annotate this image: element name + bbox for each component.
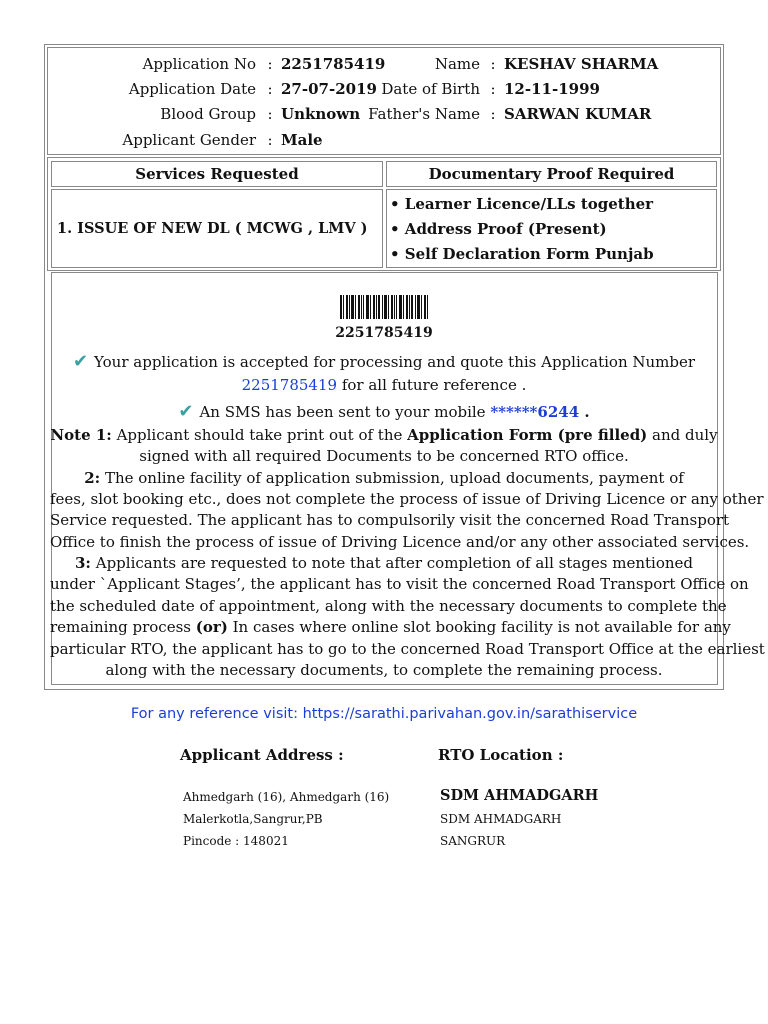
accepted-line-2 (50, 376, 718, 394)
sms-line (50, 401, 718, 422)
colon: : (490, 55, 496, 73)
note-3-line-3: the scheduled date of appointment, along with the necessary documents to complete the (50, 597, 727, 615)
note-3-text-4b: In cases where online slot booking facility is not available for any (227, 618, 731, 636)
note-3-text: Applicants are requested to note that after completion of all stages mentioned (90, 554, 693, 572)
colon: : (267, 80, 273, 98)
colon: : (490, 105, 496, 123)
accepted-line (50, 351, 718, 372)
note-3-text-4a: remaining process (50, 618, 196, 636)
barcode-number: 2251785419 (335, 325, 433, 341)
rto-line-1: SDM AHMADGARH (440, 812, 562, 826)
note-2-line-3: Service requested. The applicant has to compulsorily visit the concerned Road Transport (50, 511, 730, 529)
note-3-line-2: under `Applicant Stages’, the applicant has to visit the concerned Road Transport Office on (50, 575, 749, 593)
note-1-text-end: and duly (647, 426, 718, 444)
note-1-line-2: signed with all required Documents to be concerned RTO office. (139, 447, 629, 465)
colon: : (490, 80, 496, 98)
checkmark-icon: ✔ (178, 401, 194, 422)
father-value: SARWAN KUMAR (504, 105, 652, 123)
rto-location-heading: RTO Location : (438, 746, 564, 764)
gender-value: Male (281, 131, 323, 149)
services-header: Services Requested (135, 165, 299, 183)
application-no-row (0, 52, 768, 76)
name-label: Name (434, 55, 480, 73)
note-3-line-4 (50, 618, 731, 636)
blood-group-value: Unknown (281, 105, 361, 123)
applicant-address-heading: Applicant Address : (180, 746, 344, 764)
application-date-value: 27-07-2019 (281, 80, 377, 98)
application-number-link: 2251785419 (241, 376, 338, 394)
proof-item: • Self Declaration Form Punjab (390, 245, 654, 263)
note-1-label: Note 1: (50, 426, 112, 444)
note-3-or: (or) (195, 618, 228, 636)
rto-name: SDM AHMADGARH (440, 787, 599, 804)
proof-item: • Address Proof (Present) (390, 220, 607, 238)
note-2-line (50, 469, 718, 487)
accepted-text-end: for all future reference . (337, 376, 527, 394)
sms-text: An SMS has been sent to your mobile (199, 403, 491, 421)
dob-label: Date of Birth (381, 80, 480, 98)
dob-value: 12-11-1999 (504, 80, 600, 98)
colon: : (267, 55, 273, 73)
address-line-3: Pincode : 148021 (183, 834, 289, 848)
application-date-row (0, 77, 768, 101)
note-2-line-2: fees, slot booking etc., does not complete the process of issue of Driving Licence or any other (50, 490, 764, 508)
note-2-line-4: Office to finish the process of issue of Driving Licence and/or any other associated services. (50, 533, 750, 551)
note-3-line-5: particular RTO, the applicant has to go to the concerned Road Transport Office at the earliest (50, 640, 765, 658)
note-1-line (50, 426, 718, 444)
note-3-line-6: along with the necessary documents, to complete the remaining process. (105, 661, 663, 679)
barcode (340, 295, 428, 319)
proof-header: Documentary Proof Required (428, 165, 675, 183)
note-1-bold: Application Form (pre filled) (407, 426, 648, 444)
note-3-line (50, 554, 718, 572)
name-value: KESHAV SHARMA (504, 55, 659, 73)
note-3-label: 3: (75, 554, 91, 572)
accepted-text: Your application is accepted for processing and quote this Application Number (94, 353, 696, 371)
father-label: Father's Name (368, 105, 480, 123)
note-1-text: Applicant should take print out of the (111, 426, 408, 444)
sms-end: . (579, 403, 590, 421)
reference-link[interactable]: For any reference visit: https://sarathi.parivahan.gov.in/sarathiservice (130, 706, 638, 722)
note-2-label: 2: (84, 469, 101, 487)
gender-row (0, 128, 768, 152)
gender-label: Applicant Gender (122, 131, 256, 149)
note-2-text: The online facility of application submission, upload documents, payment of (100, 469, 684, 487)
service-item: 1. ISSUE OF NEW DL ( MCWG , LMV ) (57, 220, 368, 237)
colon: : (267, 131, 273, 149)
colon: : (267, 105, 273, 123)
sms-mobile: ******6244 (490, 403, 580, 421)
proof-item: • Learner Licence/LLs together (390, 195, 654, 213)
address-line-1: Ahmedgarh (16), Ahmedgarh (16) (183, 790, 390, 804)
application-date-label: Application Date (128, 80, 256, 98)
address-line-2: Malerkotla,Sangrur,PB (183, 812, 323, 826)
application-no-value: 2251785419 (281, 55, 386, 73)
checkmark-icon: ✔ (72, 351, 89, 372)
blood-group-label: Blood Group (160, 105, 256, 123)
blood-group-row (0, 102, 768, 126)
rto-line-2: SANGRUR (440, 834, 506, 848)
application-no-label: Application No (142, 55, 256, 73)
